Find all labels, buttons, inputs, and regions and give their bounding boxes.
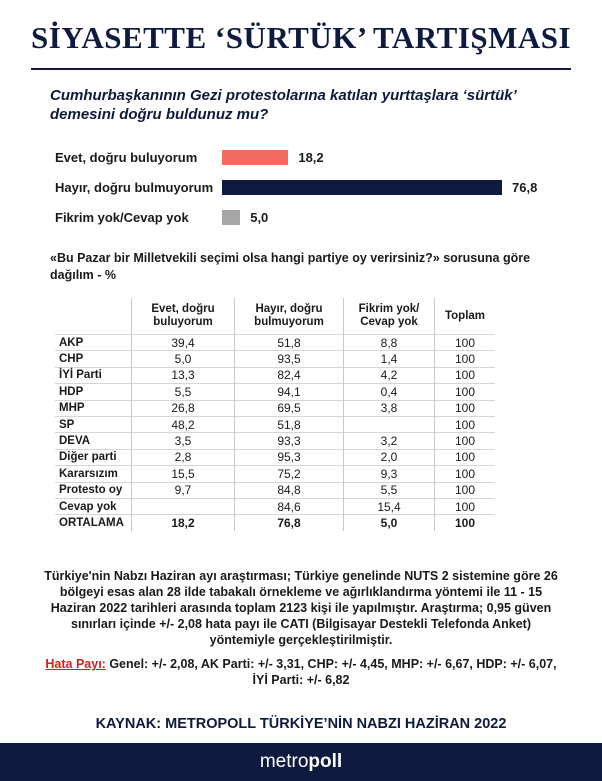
bar-label-hayir: Hayır, doğru bulmuyorum [55,180,214,195]
table-row [55,416,495,432]
table-row [55,351,495,367]
survey-question: Cumhurbaşkanının Gezi protestolarına katılan yurttaşlara ‘sürtük’ demesini doğru buldunuz mu? [50,87,517,123]
value-cell: 100 [435,466,496,482]
value-cell: 100 [435,482,496,498]
bar-value-hayir: 76,8 [512,180,538,195]
table-row [55,449,495,465]
value-cell: 2,0 [344,449,435,465]
value-cell: 100 [435,400,496,416]
table-header-fikrim: Fikrim yok/ Cevap yok [344,298,435,335]
table-row [55,498,495,514]
table-row [55,367,495,383]
value-cell: 76,8 [235,515,344,531]
value-cell: 100 [435,498,496,514]
value-cell: 9,3 [344,466,435,482]
value-cell: 84,6 [235,498,344,514]
value-cell: 15,4 [344,498,435,514]
value-cell: 100 [435,433,496,449]
value-cell: 9,7 [132,482,235,498]
value-cell [132,498,235,514]
party-name-cell: Kararsızım [55,466,132,482]
table-header-evet: Evet, doğru buluyorum [132,298,235,335]
bar-row-evet [55,149,555,167]
party-breakdown-table [55,298,495,531]
source-line: KAYNAK: METROPOLL TÜRKİYE’NİN NABZI HAZİRAN 2022 [95,716,507,732]
value-cell: 94,1 [235,384,344,400]
value-cell: 0,4 [344,384,435,400]
bar-evet [222,150,288,165]
value-cell: 39,4 [132,335,235,351]
page-title: SİYASETTE ‘SÜRTÜK’ TARTIŞMASI [30,20,572,55]
bar-fikrim [222,210,240,225]
value-cell: 93,5 [235,351,344,367]
party-name-cell: Cevap yok [55,498,132,514]
party-name-cell: ORTALAMA [55,515,132,531]
margin-text: Genel: +/- 2,08, AK Parti: +/- 3,31, CHP: +/- 4,45, MHP: +/- 6,67, HDP: +/- 6,07, İYİ Parti: +/- 6,82 [105,657,557,687]
value-cell: 1,4 [344,351,435,367]
value-cell: 95,3 [235,449,344,465]
bar-row-fikrim [55,209,555,227]
logo-part1: metro [259,751,309,772]
table-row [55,400,495,416]
value-cell: 8,8 [344,335,435,351]
party-name-cell: Protesto oy [55,482,132,498]
table-row [55,384,495,400]
value-cell: 3,5 [132,433,235,449]
bar-row-hayir [55,179,555,197]
value-cell: 100 [435,384,496,400]
value-cell: 26,8 [132,400,235,416]
margin-of-error [40,656,562,688]
logo-part2: poll [308,751,343,772]
value-cell: 5,5 [132,384,235,400]
table-average-row [55,515,495,531]
value-cell: 75,2 [235,466,344,482]
bar-value-evet: 18,2 [298,150,324,165]
party-name-cell: CHP [55,351,132,367]
value-cell: 3,8 [344,400,435,416]
table-header-party [55,298,132,335]
value-cell: 15,5 [132,466,235,482]
table-header-row [55,298,495,335]
party-name-cell: MHP [55,400,132,416]
bar-hayir [222,180,502,195]
value-cell: 100 [435,515,496,531]
value-cell: 100 [435,367,496,383]
table-title: «Bu Pazar bir Milletvekili seçimi olsa hangi partiye oy verirsiniz?» sorusuna göre dağılım - % [50,251,531,282]
footer-bar [0,743,602,781]
bar-label-evet: Evet, doğru buluyorum [55,150,198,165]
value-cell: 51,8 [235,416,344,432]
party-name-cell: SP [55,416,132,432]
value-cell: 93,3 [235,433,344,449]
value-cell: 51,8 [235,335,344,351]
bar-value-fikrim: 5,0 [250,210,269,225]
bar-label-fikrim: Fikrim yok/Cevap yok [55,210,189,225]
value-cell: 100 [435,449,496,465]
party-name-cell: İYİ Parti [55,367,132,383]
party-name-cell: HDP [55,384,132,400]
value-cell: 18,2 [132,515,235,531]
value-cell: 69,5 [235,400,344,416]
value-cell: 5,0 [132,351,235,367]
table-header-hayir: Hayır, doğru bulmuyorum [235,298,344,335]
value-cell: 5,0 [344,515,435,531]
party-name-cell: AKP [55,335,132,351]
table-body [55,335,495,531]
table-header-toplam: Toplam [435,298,496,335]
value-cell: 100 [435,351,496,367]
table-row [55,482,495,498]
value-cell: 82,4 [235,367,344,383]
methodology-note: Türkiye'nin Nabzı Haziran ayı araştırması; Türkiye genelinde NUTS 2 sistemine göre 26 bölgeyi esas alan 28 ilde tabakalı örnekleme ve ağırlıklandırma yöntemi ile 11 - 15 Haziran 2022 tarihleri arasında toplam 2123 kişi ile yapılmıştır. Araştırma; 0,95 güven sınırları içinde +/- 2,08 hata payı ile CATI (Bilgisayar Destekli Telefonda Anket) yöntemiyle gerçekleştirilmiştir. [44,569,558,647]
table-row [55,466,495,482]
party-name-cell: Diğer parti [55,449,132,465]
value-cell: 4,2 [344,367,435,383]
value-cell: 3,2 [344,433,435,449]
metropoll-logo [0,751,602,773]
value-cell: 13,3 [132,367,235,383]
value-cell [344,416,435,432]
value-cell: 5,5 [344,482,435,498]
value-cell: 100 [435,416,496,432]
value-cell: 84,8 [235,482,344,498]
value-cell: 48,2 [132,416,235,432]
value-cell: 100 [435,335,496,351]
title-divider [31,68,571,70]
value-cell: 2,8 [132,449,235,465]
table-row [55,335,495,351]
table-row [55,433,495,449]
margin-label: Hata Payı: [45,657,106,671]
party-name-cell: DEVA [55,433,132,449]
